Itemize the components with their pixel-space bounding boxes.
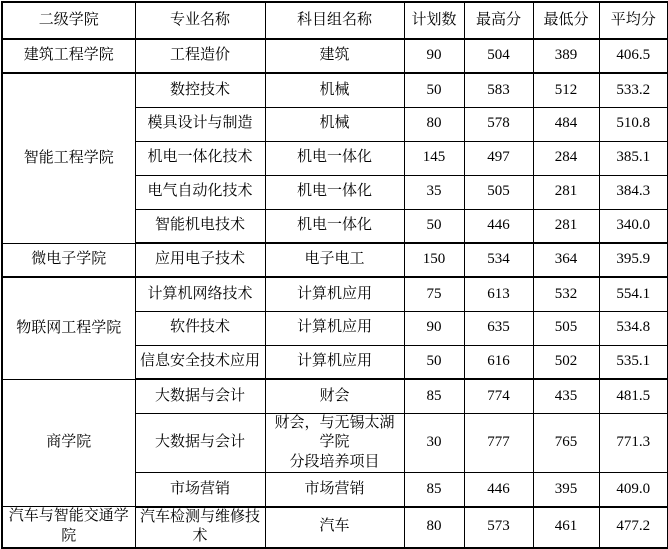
major-cell: 计算机网络技术 (135, 277, 265, 311)
subject-cell: 机电一体化 (265, 141, 404, 175)
min-cell: 389 (533, 39, 599, 73)
table-row (2, 243, 668, 277)
avg-cell: 406.5 (599, 39, 668, 73)
college-cell: 微电子学院 (2, 243, 135, 277)
subject-cell: 财会 (265, 379, 404, 413)
avg-cell: 385.1 (599, 141, 668, 175)
avg-cell: 395.9 (599, 243, 668, 277)
header-min-score: 最低分 (533, 2, 599, 39)
subject-cell: 建筑 (265, 39, 404, 73)
college-cell: 建筑工程学院 (2, 39, 135, 73)
header-row (2, 2, 668, 39)
min-cell: 484 (533, 107, 599, 141)
major-cell: 数控技术 (135, 73, 265, 107)
max-cell: 446 (464, 209, 533, 243)
avg-cell: 533.2 (599, 73, 668, 107)
college-cell: 商学院 (2, 379, 135, 507)
avg-cell: 340.0 (599, 209, 668, 243)
major-cell: 应用电子技术 (135, 243, 265, 277)
min-cell: 532 (533, 277, 599, 311)
avg-cell: 535.1 (599, 345, 668, 379)
max-cell: 774 (464, 379, 533, 413)
subject-cell: 市场营销 (265, 473, 404, 507)
major-cell: 汽车检测与维修技术 (135, 507, 265, 548)
min-cell: 284 (533, 141, 599, 175)
subject-cell: 计算机应用 (265, 311, 404, 345)
subject-cell: 机电一体化 (265, 175, 404, 209)
admission-scores-table (1, 1, 668, 549)
max-cell: 505 (464, 175, 533, 209)
table-row (2, 379, 668, 413)
header-major: 专业名称 (135, 2, 265, 39)
min-cell: 281 (533, 209, 599, 243)
subject-cell: 电子电工 (265, 243, 404, 277)
header-avg-score: 平均分 (599, 2, 668, 39)
subject-line: 财会，与无锡太湖学院 (274, 414, 395, 450)
major-cell: 大数据与会计 (135, 379, 265, 413)
min-cell: 512 (533, 73, 599, 107)
major-cell: 智能机电技术 (135, 209, 265, 243)
table-row (2, 277, 668, 311)
plan-cell: 50 (404, 73, 464, 107)
plan-cell: 90 (404, 39, 464, 73)
subject-line: 分段培养项目 (289, 453, 380, 470)
max-cell: 635 (464, 311, 533, 345)
avg-cell: 384.3 (599, 175, 668, 209)
min-cell: 765 (533, 413, 599, 473)
header-college: 二级学院 (2, 2, 135, 39)
max-cell: 497 (464, 141, 533, 175)
header-max-score: 最高分 (464, 2, 533, 39)
min-cell: 502 (533, 345, 599, 379)
subject-cell: 汽车 (265, 507, 404, 548)
avg-cell: 554.1 (599, 277, 668, 311)
major-cell: 大数据与会计 (135, 413, 265, 473)
max-cell: 777 (464, 413, 533, 473)
plan-cell: 90 (404, 311, 464, 345)
plan-cell: 30 (404, 413, 464, 473)
plan-cell: 75 (404, 277, 464, 311)
avg-cell: 477.2 (599, 507, 668, 548)
max-cell: 578 (464, 107, 533, 141)
major-cell: 信息安全技术应用 (135, 345, 265, 379)
min-cell: 435 (533, 379, 599, 413)
avg-cell: 771.3 (599, 413, 668, 473)
plan-cell: 35 (404, 175, 464, 209)
max-cell: 534 (464, 243, 533, 277)
major-cell: 模具设计与制造 (135, 107, 265, 141)
table-row (2, 507, 668, 548)
subject-cell: 计算机应用 (265, 277, 404, 311)
avg-cell: 481.5 (599, 379, 668, 413)
plan-cell: 50 (404, 209, 464, 243)
subject-cell: 机电一体化 (265, 209, 404, 243)
plan-cell: 80 (404, 107, 464, 141)
avg-cell: 534.8 (599, 311, 668, 345)
major-cell: 市场营销 (135, 473, 265, 507)
subject-cell: 计算机应用 (265, 345, 404, 379)
header-plan-count: 计划数 (404, 2, 464, 39)
header-subject-group: 科目组名称 (265, 2, 404, 39)
plan-cell: 150 (404, 243, 464, 277)
table-row (2, 73, 668, 107)
max-cell: 446 (464, 473, 533, 507)
min-cell: 395 (533, 473, 599, 507)
subject-cell: 机械 (265, 107, 404, 141)
max-cell: 616 (464, 345, 533, 379)
avg-cell: 409.0 (599, 473, 668, 507)
min-cell: 281 (533, 175, 599, 209)
table-row (2, 39, 668, 73)
max-cell: 583 (464, 73, 533, 107)
major-cell: 软件技术 (135, 311, 265, 345)
max-cell: 613 (464, 277, 533, 311)
plan-cell: 50 (404, 345, 464, 379)
college-cell: 汽车与智能交通学院 (2, 507, 135, 548)
plan-cell: 145 (404, 141, 464, 175)
college-cell: 智能工程学院 (2, 73, 135, 243)
avg-cell: 510.8 (599, 107, 668, 141)
plan-cell: 85 (404, 473, 464, 507)
min-cell: 461 (533, 507, 599, 548)
plan-cell: 80 (404, 507, 464, 548)
min-cell: 364 (533, 243, 599, 277)
college-cell: 物联网工程学院 (2, 277, 135, 379)
major-cell: 机电一体化技术 (135, 141, 265, 175)
min-cell: 505 (533, 311, 599, 345)
max-cell: 573 (464, 507, 533, 548)
plan-cell: 85 (404, 379, 464, 413)
subject-cell (265, 413, 404, 473)
subject-cell: 机械 (265, 73, 404, 107)
major-cell: 电气自动化技术 (135, 175, 265, 209)
max-cell: 504 (464, 39, 533, 73)
major-cell: 工程造价 (135, 39, 265, 73)
